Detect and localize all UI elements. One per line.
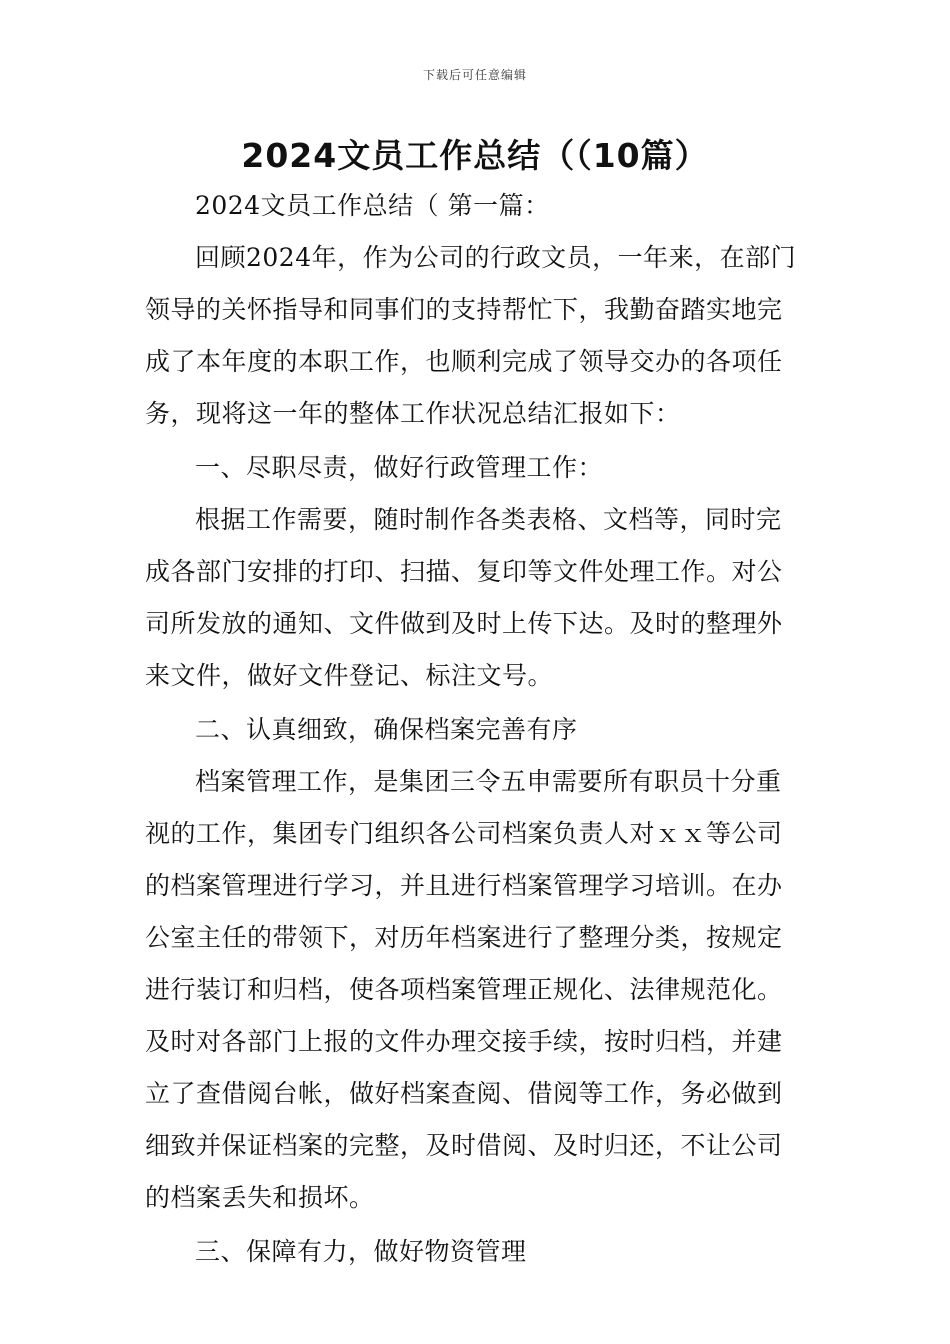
text-line: 立了查借阅台帐，做好档案查阅、借阅等工作，务必做到 [145, 1079, 783, 1108]
text-line: 视的工作，集团专门组织各公司档案负责人对ｘｘ等公司 [145, 819, 783, 848]
text-line: 档案管理工作，是集团三令五申需要所有职员十分重 [195, 767, 782, 796]
text-line: 根据工作需要，随时制作各类表格、文档等，同时完 [195, 505, 782, 534]
document-body [145, 180, 809, 1278]
paragraph-section-1 [145, 494, 809, 702]
section-heading-2 [145, 704, 809, 756]
text-line: 成各部门安排的打印、扫描、复印等文件处理工作。对公 [145, 557, 783, 586]
text-line: 及时对各部门上报的文件办理交接手续，按时归档，并建 [145, 1027, 783, 1056]
text-line: 来文件，做好文件登记、标注文号。 [145, 661, 554, 690]
text-line: 三、保障有力，做好物资管理 [195, 1237, 527, 1266]
text-line: 司所发放的通知、文件做到及时上传下达。及时的整理外 [145, 609, 783, 638]
section-heading-3 [145, 1226, 809, 1278]
text-line: 二、认真细致，确保档案完善有序 [195, 715, 578, 744]
text-line: 细致并保证档案的完整，及时借阅、及时归还，不让公司 [145, 1131, 783, 1160]
paragraph-intro [145, 232, 809, 440]
paragraph-section-2 [145, 756, 809, 1224]
text-line: 务，现将这一年的整体工作状况总结汇报如下： [145, 399, 681, 428]
text-line: 的档案丢失和损坏。 [145, 1183, 375, 1212]
section-heading-1 [145, 442, 809, 494]
text-line: 的档案管理进行学习，并且进行档案管理学习培训。在办 [145, 871, 783, 900]
document-subtitle: 2024文员工作总结（ 第一篇： [195, 191, 550, 220]
text-line: 领导的关怀指导和同事们的支持帮忙下，我勤奋踏实地完 [145, 295, 783, 324]
text-line: 回顾2024年，作为公司的行政文员，一年来，在部门 [195, 243, 797, 272]
header-note: 下载后可任意编辑 [422, 68, 527, 82]
text-line: 一、尽职尽责，做好行政管理工作： [195, 453, 604, 482]
text-line: 公室主任的带领下，对历年档案进行了整理分类，按规定 [145, 923, 783, 952]
text-line: 成了本年度的本职工作，也顺利完成了领导交办的各项任 [145, 347, 783, 376]
text-line: 进行装订和归档，使各项档案管理正规化、法律规范化。 [145, 975, 783, 1004]
document-title: 2024文员工作总结（（10篇） [241, 136, 709, 175]
